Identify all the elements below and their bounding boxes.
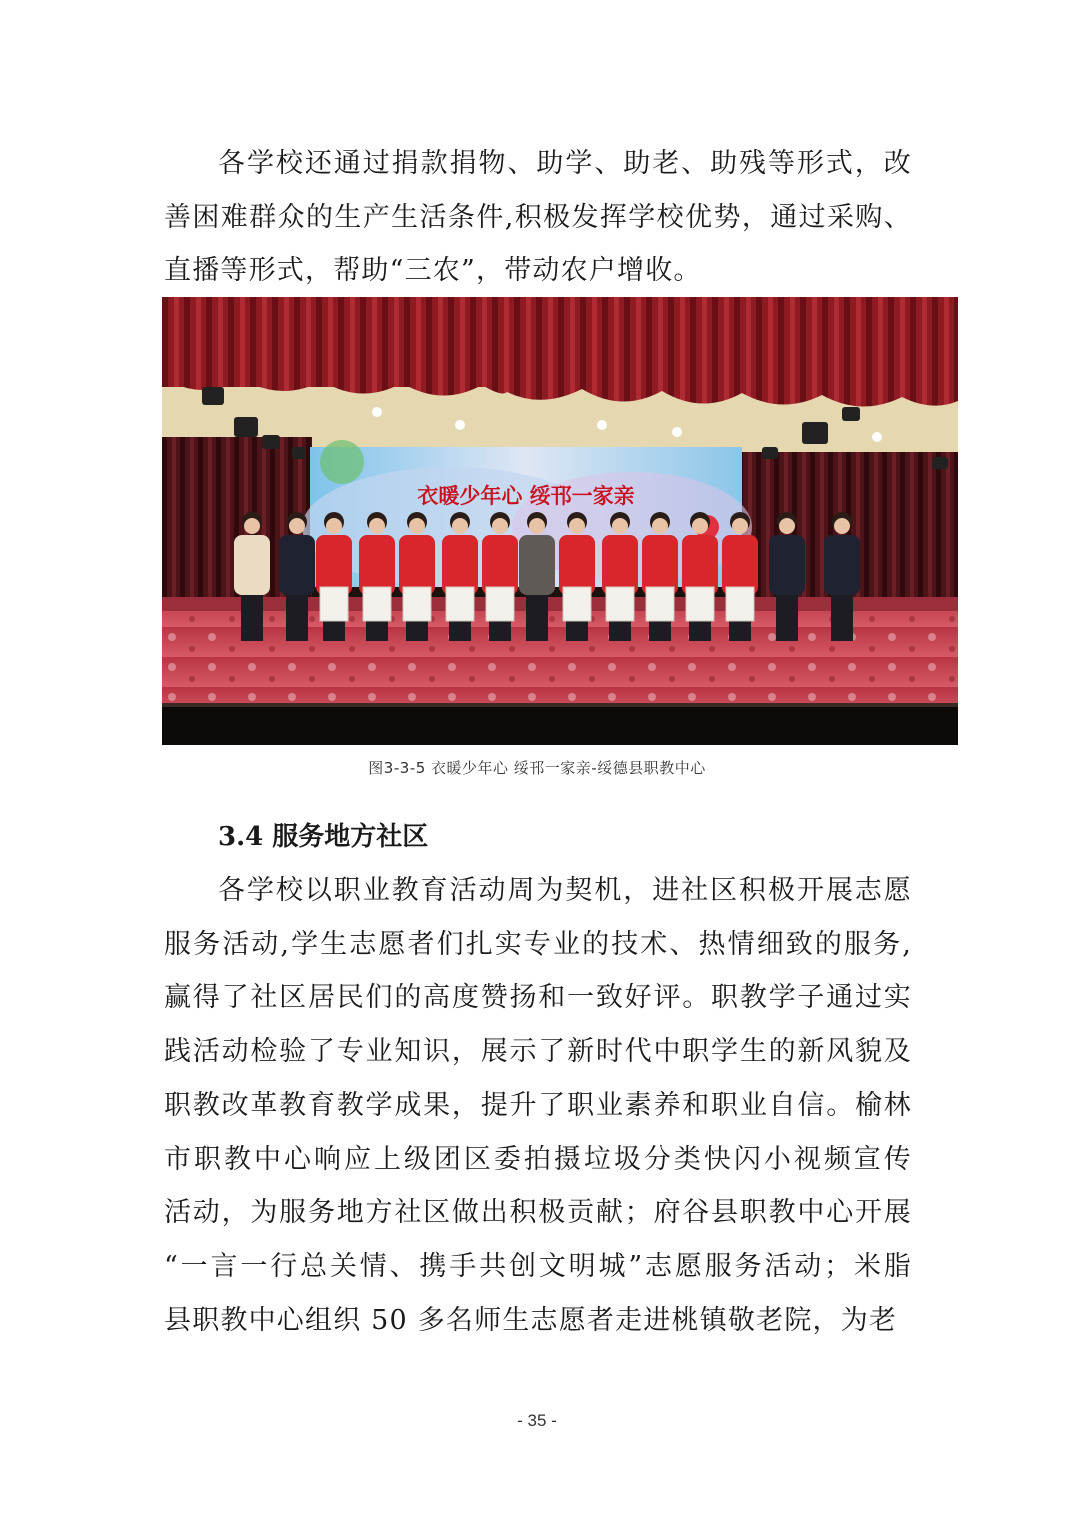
paragraph-line: 县职教中心组织 50 多名师生志愿者走进桃镇敬老院，为老 xyxy=(164,1304,898,1336)
paragraph-line: 职教改革教育教学成果，提升了职业素养和职业自信。榆林 xyxy=(164,1089,912,1121)
stage-group-photo xyxy=(162,297,958,745)
page-number: - 35 - xyxy=(517,1411,557,1430)
paragraph-line: 服务活动,学生志愿者们扎实专业的技术、热情细致的服务, xyxy=(164,928,912,960)
paragraph-line: 赢得了社区居民们的高度赞扬和一致好评。职教学子通过实 xyxy=(164,982,912,1014)
banner-text: 衣暖少年心 绥邗一家亲 xyxy=(417,484,635,508)
paragraph-line: 活动，为服务地方社区做出积极贡献；府谷县职教中心开展 xyxy=(164,1197,912,1229)
paragraph-line: 直播等形式，帮助“三农”，带动农户增收。 xyxy=(164,255,702,287)
paragraph-line: “一言一行总关情、携手共创文明城”志愿服务活动；米脂 xyxy=(164,1250,912,1282)
paragraph-line: 各学校还通过捐款捐物、助学、助老、助残等形式，改 xyxy=(218,148,912,179)
paragraph-community-service xyxy=(164,864,912,1347)
paragraph-line: 践活动检验了专业知识，展示了新时代中职学生的新风貌及 xyxy=(164,1036,912,1068)
paragraph-line: 市职教中心响应上级团区委拍摄垃圾分类快闪小视频宣传 xyxy=(164,1143,912,1175)
section-heading: 3.4 服务地方社区 xyxy=(218,822,429,852)
paragraph-donations xyxy=(164,137,912,298)
paragraph-line: 各学校以职业教育活动周为契机，进社区积极开展志愿 xyxy=(218,875,912,906)
paragraph-line: 善困难群众的生产生活条件,积极发挥学校优势，通过采购、 xyxy=(164,201,912,233)
figure-caption: 图3-3-5 衣暖少年心 绥邗一家亲-绥德县职教中心 xyxy=(368,759,706,777)
